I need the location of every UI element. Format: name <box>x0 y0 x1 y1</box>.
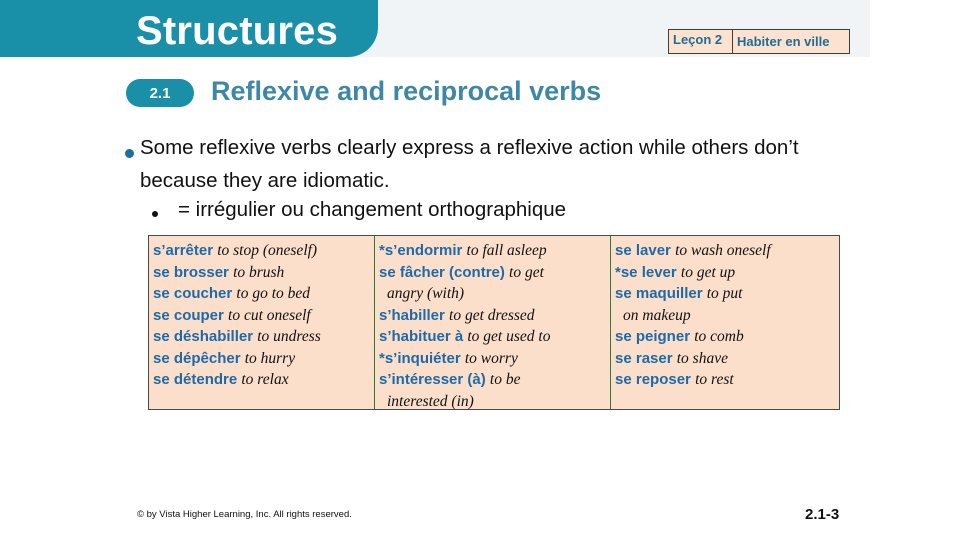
section-title: Reflexive and reciprocal verbs <box>211 76 602 106</box>
verb-term: s’habiller <box>379 306 445 324</box>
verb-translation: to comb <box>694 328 744 345</box>
verb-term: se déshabiller <box>153 328 254 345</box>
verb-translation: to put <box>706 285 743 302</box>
verb-entry <box>615 262 839 284</box>
lesson-label: Leçon 2 <box>669 30 733 53</box>
verb-term: *s’inquiéter <box>379 349 461 367</box>
verb-entry <box>379 305 610 327</box>
verb-term: se dépêcher <box>153 349 241 367</box>
verb-translation: to worry <box>464 349 518 367</box>
verb-term: se reposer <box>615 371 691 388</box>
verb-entry <box>379 240 610 262</box>
verb-entry <box>153 326 374 348</box>
verb-entry <box>153 369 374 391</box>
verb-term: se coucher <box>153 285 233 302</box>
verb-term: se détendre <box>153 371 238 388</box>
verb-entry <box>379 262 610 284</box>
verb-table <box>148 235 840 410</box>
verb-entry <box>615 369 839 391</box>
verb-entry <box>153 348 374 370</box>
verb-column-3 <box>611 236 839 409</box>
verb-term: s’habituer à <box>379 328 464 345</box>
verb-entry <box>615 283 839 305</box>
verb-translation: to get <box>509 263 544 281</box>
verb-entry <box>379 326 610 348</box>
lesson-topic: Habiter en ville <box>737 34 830 49</box>
verb-translation: angry (with) <box>387 285 465 302</box>
verb-entry <box>153 262 374 284</box>
verb-translation: to go to bed <box>236 285 311 302</box>
verb-translation: to brush <box>233 263 285 281</box>
verb-translation: to hurry <box>244 349 296 367</box>
verb-translation: to get dressed <box>449 306 535 324</box>
verb-term: se maquiller <box>615 285 703 302</box>
verb-entry <box>153 305 374 327</box>
verb-term: se brosser <box>153 263 229 281</box>
copyright-text: © by Vista Higher Learning, Inc. All rights reserved. <box>137 509 352 520</box>
verb-translation: to shave <box>676 349 728 367</box>
verb-translation: interested (in) <box>387 392 474 410</box>
verb-term: s’intéresser (à) <box>379 371 486 388</box>
verb-term: se raser <box>615 349 673 367</box>
verb-term: se couper <box>153 306 224 324</box>
verb-term: se laver <box>615 242 671 259</box>
sub-bullet-text: = irrégulier ou changement orthographique <box>178 198 567 221</box>
verb-entry <box>153 283 374 305</box>
verb-column-1 <box>149 236 375 409</box>
verb-term: *se lever <box>615 263 677 281</box>
verb-term: *s’endormir <box>379 242 463 259</box>
verb-entry <box>615 326 839 348</box>
verb-translation: to undress <box>257 328 321 345</box>
verb-translation: to get used to <box>467 328 551 345</box>
lesson-box <box>668 29 850 54</box>
page-number: 2.1-3 <box>805 506 840 523</box>
section-number-badge: 2.1 <box>126 79 194 107</box>
verb-entry <box>379 348 610 370</box>
verb-term: se fâcher (contre) <box>379 263 505 281</box>
verb-column-2 <box>375 236 611 409</box>
slide-title: Structures <box>136 9 339 53</box>
bullet-icon <box>125 149 134 158</box>
verb-translation-continued <box>615 305 839 327</box>
verb-translation: to wash oneself <box>675 242 771 259</box>
verb-translation: to relax <box>241 371 289 388</box>
verb-entry <box>153 240 374 262</box>
verb-entry <box>379 369 610 391</box>
verb-translation: on makeup <box>623 306 691 324</box>
verb-term: se peigner <box>615 328 691 345</box>
verb-translation: to rest <box>695 371 734 388</box>
verb-entry <box>615 240 839 262</box>
verb-translation: to cut oneself <box>228 306 311 324</box>
verb-entry <box>615 348 839 370</box>
verb-translation-continued <box>379 283 610 305</box>
verb-translation: to get up <box>680 263 736 281</box>
verb-translation-continued <box>379 391 610 413</box>
bullet-text: Some reflexive verbs clearly express a reflexive action while others don’t because they are idiomatic. <box>140 136 799 192</box>
sub-bullet-icon <box>152 211 158 217</box>
verb-term: s’arrêter <box>153 242 214 259</box>
verb-translation: to be <box>489 371 521 388</box>
verb-translation: to stop (oneself) <box>217 242 318 259</box>
verb-translation: to fall asleep <box>466 242 547 259</box>
